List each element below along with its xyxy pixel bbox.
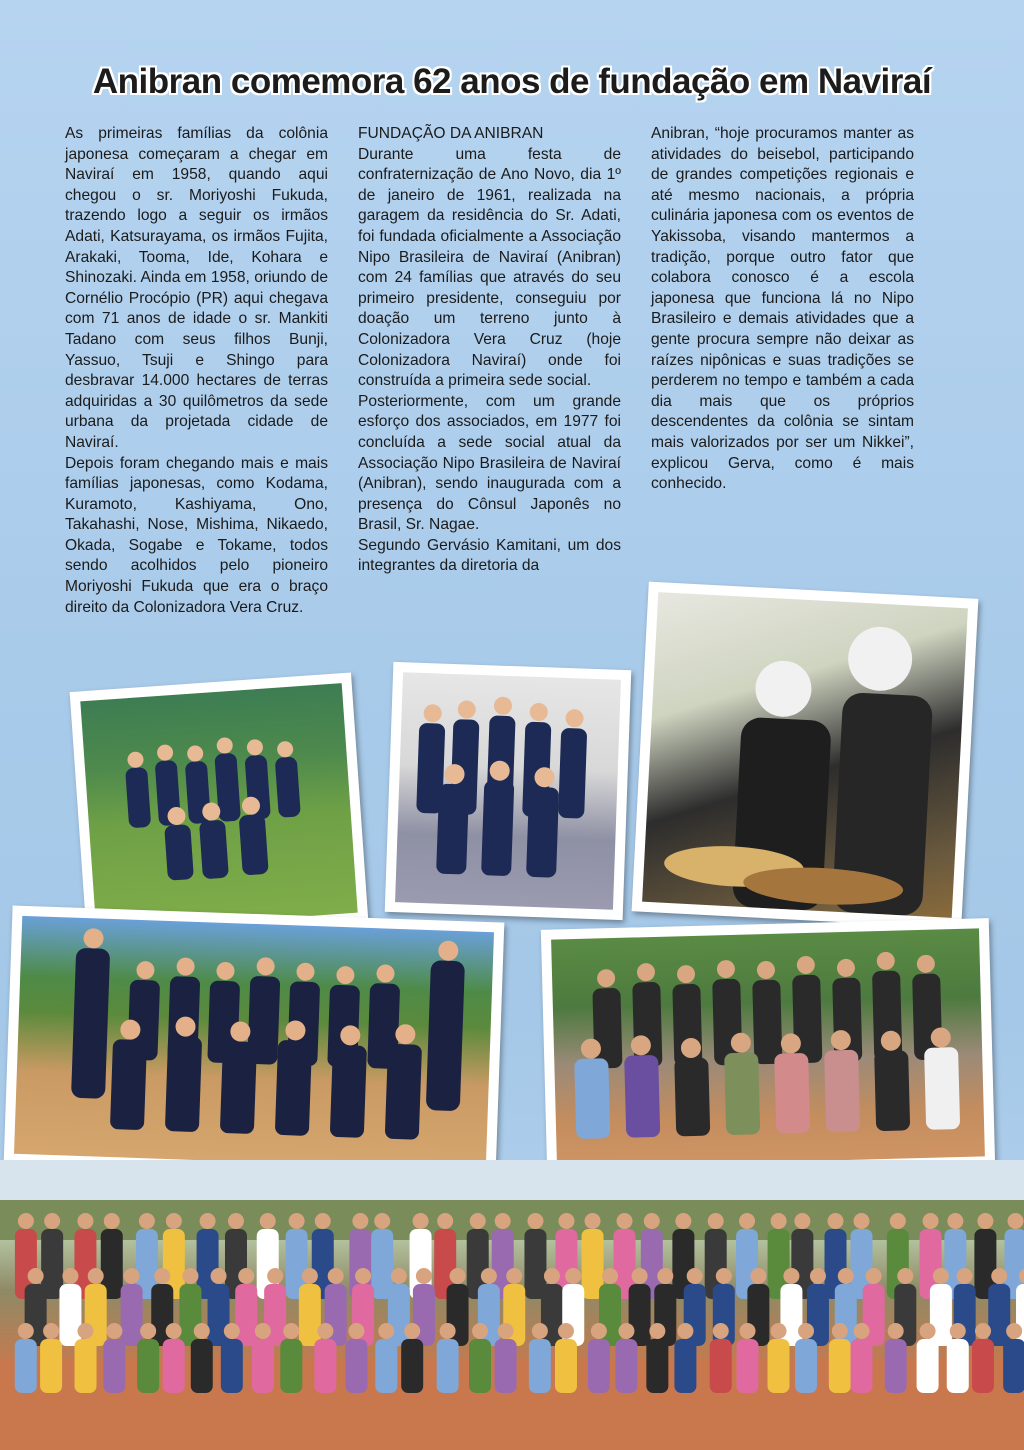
crowd-person-head (897, 1268, 913, 1284)
crowd-person-head (77, 1213, 93, 1229)
crowd-person-head (740, 1323, 756, 1339)
crowd-person-head (374, 1213, 390, 1229)
crowd-person-head (470, 1213, 486, 1229)
crowd-person-head (255, 1323, 271, 1339)
crowd-person-head (124, 1268, 140, 1284)
crowd-person (930, 1284, 952, 1346)
photo-kids-team-field (70, 672, 369, 941)
crowd-person-head (506, 1268, 522, 1284)
crowd-person (163, 1339, 185, 1393)
crowd-person (59, 1284, 81, 1346)
crowd-person (280, 1339, 302, 1393)
crowd-person-head (890, 1213, 906, 1229)
crowd-person-head (991, 1268, 1007, 1284)
photo-womens-team (541, 918, 995, 1178)
crowd-person-head (44, 1213, 60, 1229)
crowd-person-head (437, 1213, 453, 1229)
crowd-person (495, 1339, 517, 1393)
paragraph: As primeiras famílias da colônia japonesa começaram a chegar em Naviraí em 1958, quando aqui chegou o sr. Moriyoshi Fukuda, trazendo logo a seguir os irmãos Adati, Katsurayama, os irmãos Fujita, Arakaki, Tooma, Ide, Kohara e Shinozaki. Ainda em 1958, oriundo de Cornélio Procópio (PR) aqui chegava com 71 anos de idade o sr. Mankiti Tadano com seus filhos Bunji, Yassuo, Tsuji e Shingo para desbravar 14.000 hectares de terras adquiridas a 30 quilômetros da sede urbana da projetada cidade de Naviraí. (65, 125, 328, 451)
crowd-person-head (317, 1323, 333, 1339)
crowd-person (972, 1339, 994, 1393)
photo-image (551, 928, 985, 1167)
paragraph: Segundo Gervásio Kamitani, um dos integrantes da diretoria da (358, 536, 621, 575)
photo-image (80, 683, 357, 931)
crowd-person-head (771, 1213, 787, 1229)
crowd-person-head (88, 1268, 104, 1284)
crowd-person-head (194, 1323, 210, 1339)
crowd-person-head (154, 1268, 170, 1284)
crowd-person-head (315, 1213, 331, 1229)
crowd-person-head (687, 1268, 703, 1284)
photo-yakissoba-volunteers (632, 582, 979, 929)
section-heading: FUNDAÇÃO DA ANIBRAN (358, 125, 544, 142)
crowd-person (795, 1339, 817, 1393)
crowd-person-head (771, 1323, 787, 1339)
crowd-person (191, 1339, 213, 1393)
crowd-person-head (532, 1323, 548, 1339)
crowd-person (314, 1339, 336, 1393)
crowd-person-head (1006, 1323, 1022, 1339)
crowd-person-head (18, 1213, 34, 1229)
crowd-person (40, 1339, 62, 1393)
crowd-person-head (565, 1268, 581, 1284)
crowd-person-head (832, 1323, 848, 1339)
crowd-person-head (558, 1323, 574, 1339)
crowd-person-head (495, 1213, 511, 1229)
crowd-person-head (657, 1268, 673, 1284)
crowd-person-head (211, 1268, 227, 1284)
crowd-person (252, 1339, 274, 1393)
crowd-person-head (200, 1213, 216, 1229)
crowd-person (103, 1339, 125, 1393)
crowd-person-head (472, 1323, 488, 1339)
crowd-person-head (355, 1268, 371, 1284)
crowd-person-head (644, 1213, 660, 1229)
crowd-person-head (228, 1213, 244, 1229)
crowd-person-head (888, 1323, 904, 1339)
crowd-person (710, 1339, 732, 1393)
crowd-person (75, 1339, 97, 1393)
crowd-person-head (558, 1213, 574, 1229)
crowd-person-head (1008, 1213, 1024, 1229)
crowd-person-head (866, 1268, 882, 1284)
crowd-person-head (527, 1213, 543, 1229)
paragraph: Durante uma festa de confraternização de Ano Novo, dia 1º de janeiro de 1961, realizada na garagem da residência do Sr. Adati, foi fundada oficialmente a Associação Nipo Brasileira de Naviraí (Anibran) com 24 famílias que através do seu primeiro presidente, conseguiu por doação um terreno junto à Colonizadora Vera Cruz (hoje Colonizadora Naviraí) onde foi construída a primeira sede social. (358, 145, 621, 390)
crowd-person (221, 1339, 243, 1393)
crowd-person-head (632, 1268, 648, 1284)
crowd-person-head (481, 1268, 497, 1284)
crowd-person-head (950, 1323, 966, 1339)
crowd-person-head (602, 1268, 618, 1284)
crowd-person (988, 1284, 1010, 1346)
crowd-person-head (416, 1268, 432, 1284)
crowd-person-head (328, 1268, 344, 1284)
page-title: Anibran comemora 62 anos de fundação em Naviraí (92, 62, 932, 101)
crowd-person (345, 1339, 367, 1393)
crowd-person (646, 1339, 668, 1393)
crowd-person-head (18, 1323, 34, 1339)
crowd-person-head (708, 1213, 724, 1229)
crowd-person (737, 1339, 759, 1393)
photo-kids-court (385, 662, 632, 920)
crowd-person-head (166, 1213, 182, 1229)
crowd-person-head (498, 1323, 514, 1339)
crowd-person (768, 1339, 790, 1393)
crowd-person-head (975, 1323, 991, 1339)
crowd-person-head (450, 1268, 466, 1284)
crowd-person-head (267, 1268, 283, 1284)
crowd-person-head (854, 1323, 870, 1339)
photo-image (395, 672, 621, 909)
crowd-person-head (238, 1268, 254, 1284)
crowd-person-head (404, 1323, 420, 1339)
photo-kids-team-coaches (4, 905, 505, 1180)
paragraph: Anibran, “hoje procuramos manter as atividades do beisebol, participando de grandes competições regionais e até mesmo nacionais, a própria culinária japonesa com os eventos de Yakissoba, visando mantermos a tradição, porque outro fator que colabora conosco é a escola japonesa que funciona lá no Nipo Brasileiro e demais atividades que a gente procura sempre não deixar as raízes nipônicas e suas tradições se perderem no tempo e também a cada dia mais que os próprios descendentes da colônia se sintam mais valorizados por ser um Nikkei”, explicou Gerva, como é mais conhecido. (651, 125, 914, 493)
crowd-person (235, 1284, 257, 1346)
crowd-person (375, 1339, 397, 1393)
photo-image (642, 592, 968, 918)
crowd-person-head (716, 1268, 732, 1284)
crowd-person-head (783, 1268, 799, 1284)
crowd-person-head (43, 1323, 59, 1339)
crowd-person-head (260, 1213, 276, 1229)
photo-community-group (0, 1160, 1024, 1450)
crowd-person-head (591, 1323, 607, 1339)
crowd-person-head (182, 1268, 198, 1284)
crowd-person (615, 1339, 637, 1393)
crowd-person (137, 1339, 159, 1393)
crowd-person (529, 1339, 551, 1393)
photo-image (14, 916, 494, 1170)
crowd-person-head (810, 1268, 826, 1284)
crowd-person-head (139, 1213, 155, 1229)
crowd-person (917, 1339, 939, 1393)
crowd-person-head (378, 1323, 394, 1339)
crowd-person-head (713, 1323, 729, 1339)
crowd-person (851, 1339, 873, 1393)
crowd-person-head (104, 1213, 120, 1229)
crowd-person-head (352, 1213, 368, 1229)
crowd-person-head (289, 1213, 305, 1229)
crowd-person-head (933, 1268, 949, 1284)
crowd-person-head (348, 1323, 364, 1339)
article-column-1 (65, 124, 328, 618)
crowd-person-head (947, 1213, 963, 1229)
crowd-person-head (923, 1213, 939, 1229)
article-column-2 (358, 124, 621, 577)
crowd-person-head (957, 1268, 973, 1284)
crowd-person (588, 1339, 610, 1393)
crowd-person (674, 1339, 696, 1393)
crowd-person-head (585, 1213, 601, 1229)
paragraph: Depois foram chegando mais e mais famílias japonesas, como Kodama, Kuramoto, Kashiyama, Ono, Takahashi, Nose, Mishima, Nikaedo, Okada, Sogabe e Tokame, todos sendo acolhidos pelo pioneiro Moriyoshi Fukuda que era o braço direito da Colonizadora Vera Cruz. (65, 454, 328, 616)
crowd-person-head (544, 1268, 560, 1284)
crowd-person (469, 1339, 491, 1393)
crowd-person-head (224, 1323, 240, 1339)
crowd-person-head (750, 1268, 766, 1284)
paragraph: Posteriormente, com um grande esforço dos associados, em 1977 foi concluída a sede social atual da Associação Nipo Brasileira de Naviraí (Anibran), sendo inaugurada com a presença do Cônsul Japonês no Brasil, Sr. Nagae. (358, 392, 621, 534)
crowd-person-head (302, 1268, 318, 1284)
crowd-person-head (977, 1213, 993, 1229)
crowd-person-head (617, 1213, 633, 1229)
crowd-person-head (828, 1213, 844, 1229)
crowd-person-head (675, 1213, 691, 1229)
crowd-person (437, 1339, 459, 1393)
crowd-person-head (440, 1323, 456, 1339)
crowd-person-head (739, 1213, 755, 1229)
crowd-person (947, 1339, 969, 1393)
crowd-person-head (391, 1268, 407, 1284)
crowd-person-head (794, 1213, 810, 1229)
crowd-person-head (838, 1268, 854, 1284)
crowd-person-head (413, 1213, 429, 1229)
crowd-person (1003, 1339, 1024, 1393)
crowd-person-head (649, 1323, 665, 1339)
crowd-person (299, 1284, 321, 1346)
crowd-person-head (283, 1323, 299, 1339)
crowd-person-head (78, 1323, 94, 1339)
crowd-person-head (62, 1268, 78, 1284)
crowd-person-head (853, 1213, 869, 1229)
crowd-person (885, 1339, 907, 1393)
crowd-person (555, 1339, 577, 1393)
crowd-person-head (677, 1323, 693, 1339)
crowd-person-head (166, 1323, 182, 1339)
crowd-person-head (920, 1323, 936, 1339)
crowd-person (15, 1339, 37, 1393)
article-column-3 (651, 124, 914, 495)
crowd-person (121, 1284, 143, 1346)
crowd-person (401, 1339, 423, 1393)
crowd-person (829, 1339, 851, 1393)
crowd-person-head (140, 1323, 156, 1339)
crowd-person-head (798, 1323, 814, 1339)
crowd-person-head (106, 1323, 122, 1339)
crowd-person-head (618, 1323, 634, 1339)
crowd-person-head (28, 1268, 44, 1284)
